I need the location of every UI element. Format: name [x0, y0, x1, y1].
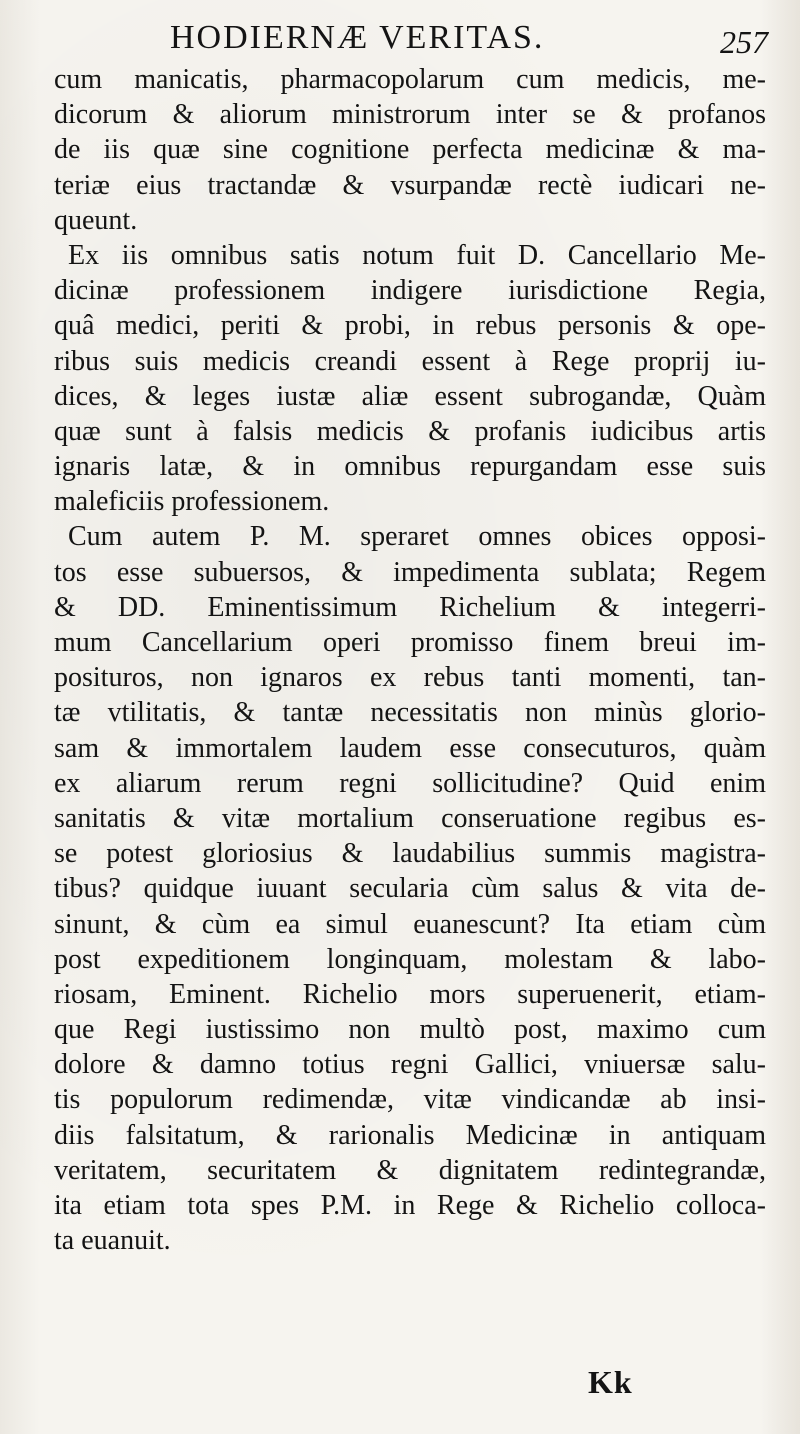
text-line: quâ medici, periti & probi, in rebus personis & ope- — [54, 310, 766, 342]
text-line: sinunt, & cùm ea simul euanescunt? Ita etiam cùm — [54, 908, 766, 940]
paragraph-1 — [54, 62, 766, 238]
text-line: ex aliarum rerum regni sollicitudine? Quid enim — [54, 767, 766, 799]
text-line: tæ vtilitatis, & tantæ necessitatis non minùs glorio- — [54, 697, 766, 729]
text-line: diis falsitatum, & rarionalis Medicinæ in antiquam — [54, 1119, 766, 1151]
body-text — [54, 62, 766, 1258]
text-line: ignaris latæ, & in omnibus repurgandam esse suis — [54, 451, 766, 483]
text-line: riosam, Eminent. Richelio mors superuenerit, etiam- — [54, 978, 766, 1010]
text-line: dices, & leges iustæ aliæ essent subrogandæ, Quàm — [54, 380, 766, 412]
text-line: veritatem, securitatem & dignitatem redintegrandæ, — [54, 1154, 766, 1186]
text-line: queunt. — [54, 204, 138, 236]
text-line: sanitatis & vitæ mortalium conseruatione regibus es- — [54, 802, 766, 834]
text-line: ta euanuit. — [54, 1225, 171, 1257]
text-line: dolore & damno totius regni Gallici, vniuersæ salu- — [54, 1049, 766, 1081]
text-line: Ex iis omnibus satis notum fuit D. Cancellario Me- — [68, 239, 766, 271]
text-line: posituros, non ignaros ex rebus tanti momenti, tan- — [54, 662, 766, 694]
text-line: tis populorum redimendæ, vitæ vindicandæ ab insi- — [54, 1084, 766, 1116]
text-line: post expeditionem longinquam, molestam & labo- — [54, 943, 766, 975]
text-line: mum Cancellarium operi promisso finem breui im- — [54, 627, 766, 658]
signature-mark: Kk — [588, 1364, 633, 1400]
text-line: ribus suis medicis creandi essent à Rege proprij iu- — [54, 345, 766, 377]
page-number: 257 — [720, 24, 768, 60]
text-line: dicorum & aliorum ministrorum inter se & profanos — [54, 99, 766, 131]
text-line: maleficiis professionem. — [54, 486, 330, 518]
text-line: dicinæ professionem indigere iurisdictione Regia, — [54, 275, 766, 307]
text-line: cum manicatis, pharmacopolarum cum medicis, me- — [54, 64, 766, 95]
running-head — [0, 14, 800, 58]
text-line: ita etiam tota spes P.M. in Rege & Richelio colloca- — [54, 1190, 766, 1221]
page-title: HODIERNÆ VERITAS. — [170, 19, 545, 56]
paragraph-3 — [54, 519, 766, 1258]
paragraph-2 — [54, 238, 766, 520]
text-line: de iis quæ sine cognitione perfecta medicinæ & ma- — [54, 134, 766, 166]
text-line: Cum autem P. M. speraret omnes obices opposi- — [68, 521, 766, 553]
text-line: tibus? quidque iuuant secularia cùm salus & vita de- — [54, 873, 766, 905]
text-line: teriæ eius tractandæ & vsurpandæ rectè iudicari ne- — [54, 169, 766, 201]
text-line: quæ sunt à falsis medicis & profanis iudicibus artis — [54, 415, 766, 447]
text-line: & DD. Eminentissimum Richelium & integerri- — [54, 591, 766, 623]
text-line: se potest gloriosius & laudabilius summis magistra- — [54, 838, 766, 870]
text-line: tos esse subuersos, & impedimenta sublata; Regem — [54, 556, 766, 588]
text-line: sam & immortalem laudem esse consecuturos, quàm — [54, 732, 766, 764]
text-line: que Regi iustissimo non multò post, maximo cum — [54, 1014, 766, 1046]
